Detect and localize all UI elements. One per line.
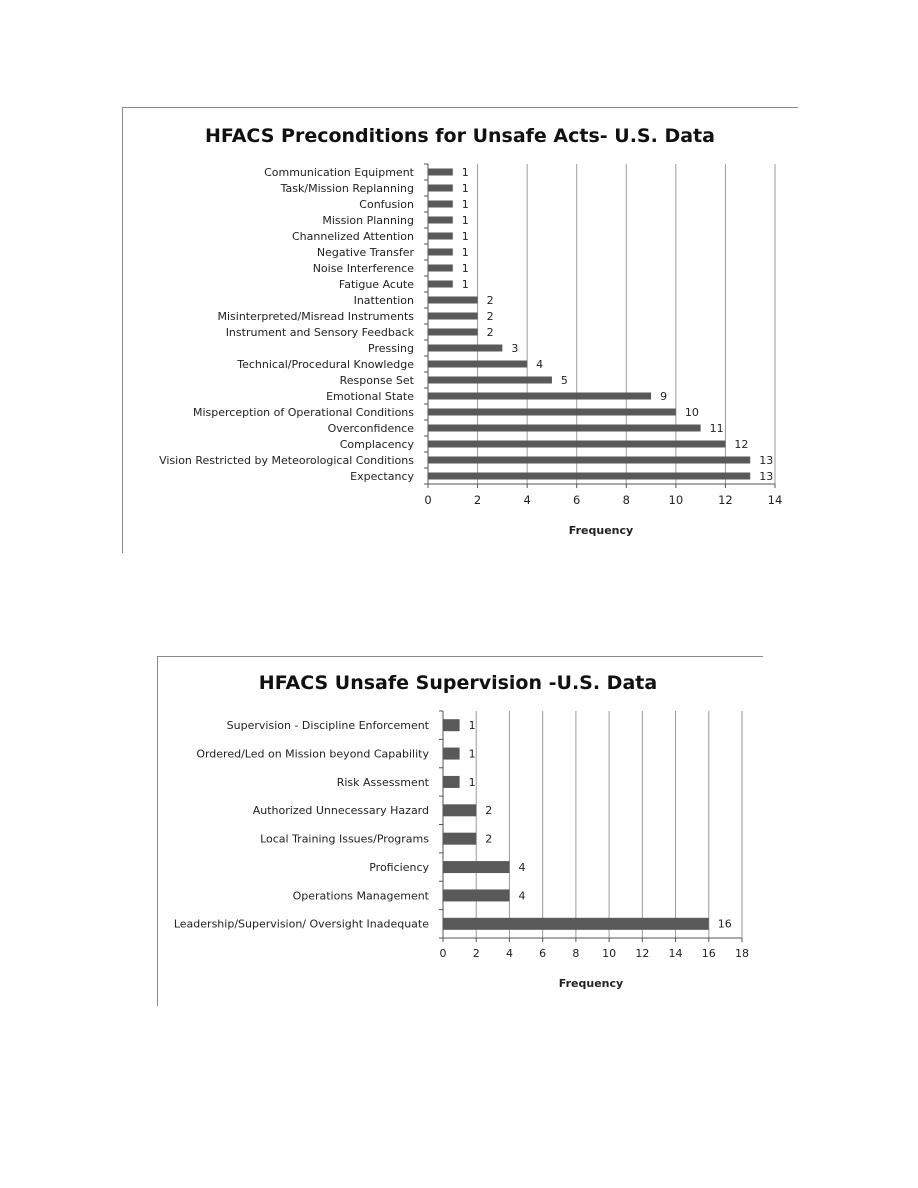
data-label: 2: [485, 832, 493, 846]
data-label: 1: [461, 181, 469, 195]
category-label: Risk Assessment: [336, 775, 429, 789]
x-tick-label: 6: [573, 493, 581, 507]
data-label: 1: [468, 775, 476, 789]
x-tick-label: 12: [635, 947, 650, 960]
data-label: 2: [486, 309, 494, 323]
data-label: 1: [461, 213, 469, 227]
bar: [428, 233, 453, 240]
bar: [428, 297, 478, 304]
category-label: Fatigue Acute: [338, 277, 414, 291]
data-label: 1: [461, 229, 469, 243]
x-tick-label: 4: [523, 493, 531, 507]
bar: [428, 249, 453, 256]
category-label: Negative Transfer: [316, 245, 414, 259]
x-tick-label: 10: [668, 493, 684, 507]
category-label: Response Set: [339, 373, 414, 387]
bar: [428, 457, 750, 464]
bar: [428, 281, 453, 288]
data-label: 1: [468, 747, 476, 761]
bar: [443, 776, 460, 788]
data-label: 4: [518, 860, 526, 874]
bar: [428, 425, 701, 432]
chart-preconditions: [122, 107, 798, 553]
bar: [428, 265, 453, 272]
bar: [428, 361, 527, 368]
x-tick-label: 18: [735, 947, 749, 960]
category-label: Task/Mission Replanning: [280, 181, 414, 195]
data-label: 16: [717, 917, 732, 931]
x-tick-label: 4: [505, 947, 513, 960]
bar: [443, 748, 460, 760]
bar: [443, 889, 509, 901]
bar: [428, 377, 552, 384]
bar: [428, 329, 478, 336]
bar: [428, 409, 676, 416]
data-label: 10: [684, 405, 699, 419]
data-label: 1: [461, 261, 469, 275]
x-tick-label: 8: [572, 947, 580, 960]
category-label: Channelized Attention: [291, 229, 414, 243]
category-label: Mission Planning: [322, 213, 414, 227]
category-label: Emotional State: [326, 389, 414, 403]
chart-preconditions-svg: [123, 108, 798, 553]
x-tick-label: 6: [539, 947, 547, 960]
category-label: Misperception of Operational Conditions: [192, 405, 414, 419]
bar: [428, 185, 453, 192]
data-label: 4: [536, 357, 544, 371]
category-label: Operations Management: [292, 889, 429, 903]
bar: [428, 169, 453, 176]
x-tick-label: 8: [622, 493, 630, 507]
x-tick-label: 14: [668, 947, 683, 960]
data-label: 3: [511, 341, 519, 355]
category-label: Expectancy: [350, 469, 414, 483]
data-label: 2: [486, 325, 494, 339]
x-tick-label: 12: [718, 493, 733, 507]
category-label: Ordered/Led on Mission beyond Capability: [196, 747, 429, 761]
data-label: 13: [759, 453, 774, 467]
category-label: Instrument and Sensory Feedback: [225, 325, 414, 339]
category-label: Misinterpreted/Misread Instruments: [217, 309, 414, 323]
category-label: Technical/Procedural Knowledge: [237, 357, 414, 371]
bar: [428, 201, 453, 208]
chart-unsafe-supervision: [157, 656, 763, 1006]
category-label: Vision Restricted by Meteorological Conditions: [159, 453, 414, 467]
data-label: 1: [461, 245, 469, 259]
category-label: Local Training Issues/Programs: [260, 832, 429, 846]
chart-unsafe-supervision-svg: [158, 657, 763, 1006]
data-label: 1: [468, 719, 476, 733]
chart-title: HFACS Unsafe Supervision -U.S. Data: [258, 672, 658, 694]
data-label: 4: [518, 889, 526, 903]
bar: [428, 473, 750, 480]
data-label: 1: [461, 165, 469, 179]
bar: [443, 719, 460, 731]
chart-title: HFACS Preconditions for Unsafe Acts- U.S. Data: [205, 125, 715, 147]
category-label: Confusion: [359, 197, 414, 211]
bar: [443, 861, 509, 873]
bar: [428, 393, 651, 400]
category-label: Noise Interference: [312, 261, 414, 275]
data-label: 9: [660, 389, 668, 403]
x-tick-label: 2: [472, 947, 480, 960]
category-label: Complacency: [339, 437, 414, 451]
category-label: Overconfidence: [327, 421, 414, 435]
bar: [428, 345, 502, 352]
data-label: 13: [759, 469, 774, 483]
x-tick-label: 0: [439, 947, 447, 960]
data-label: 1: [461, 197, 469, 211]
category-label: Authorized Unnecessary Hazard: [252, 804, 429, 818]
bar: [443, 804, 476, 816]
bar: [443, 918, 709, 930]
data-label: 2: [486, 293, 494, 307]
x-tick-label: 16: [701, 947, 716, 960]
bar: [428, 217, 453, 224]
x-tick-label: 14: [767, 493, 783, 507]
x-tick-label: 0: [424, 493, 432, 507]
category-label: Pressing: [368, 341, 414, 355]
data-label: 1: [461, 277, 469, 291]
category-label: Proficiency: [369, 860, 429, 874]
x-axis-label: Frequency: [568, 524, 634, 537]
x-tick-label: 2: [473, 493, 482, 507]
data-label: 2: [485, 804, 493, 818]
x-axis-label: Frequency: [558, 977, 624, 990]
data-label: 12: [734, 437, 749, 451]
data-label: 5: [560, 373, 568, 387]
bar: [428, 441, 725, 448]
category-label: Supervision - Discipline Enforcement: [226, 719, 429, 733]
bar: [428, 313, 478, 320]
bar: [443, 833, 476, 845]
data-label: 11: [709, 421, 724, 435]
category-label: Communication Equipment: [264, 165, 414, 179]
x-tick-label: 10: [602, 947, 617, 960]
category-label: Inattention: [353, 293, 414, 307]
category-label: Leadership/Supervision/ Oversight Inadequate: [173, 917, 429, 931]
